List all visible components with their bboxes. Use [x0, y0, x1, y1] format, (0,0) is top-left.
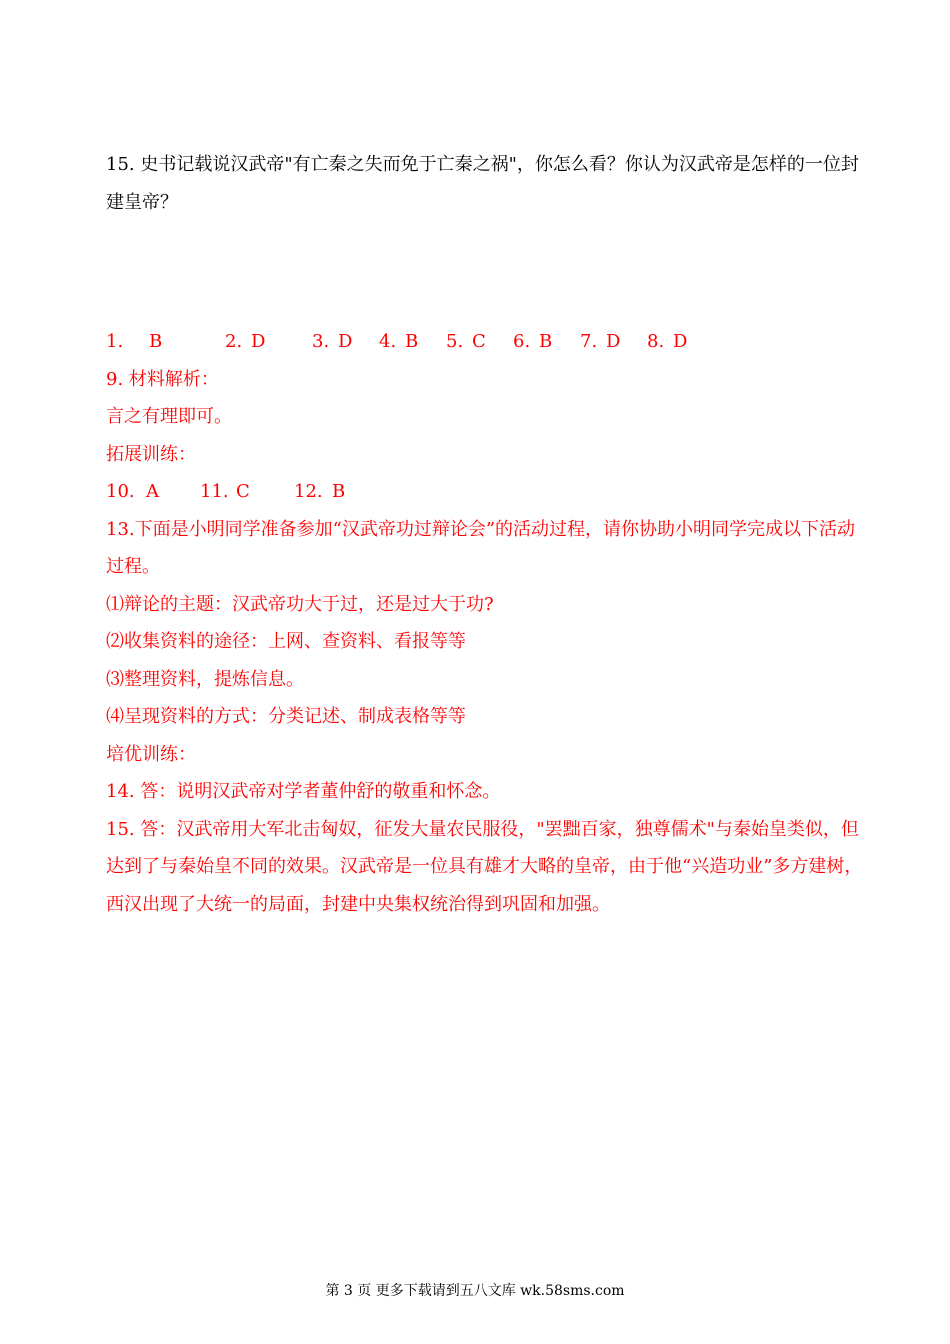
mc-answer-10-number: 10.	[106, 481, 135, 502]
page-footer: 第 3 页 更多下载请到五八文库 wk.58sms.com	[325, 1283, 625, 1299]
mc-answer-2-letter: D	[251, 331, 266, 352]
q9-answer: 言之有理即可。	[106, 406, 232, 427]
q13-item-2: ⑵收集资料的途径：上网、查资料、看报等等	[106, 631, 466, 652]
mc-answer-4-letter: B	[405, 331, 419, 352]
mc-answer-3-letter: D	[338, 331, 353, 352]
mc-answer-10-letter: A	[146, 481, 159, 502]
q9-label: 9. 材料解析：	[106, 368, 219, 390]
mc-answer-6-number: 6.	[513, 331, 531, 352]
q13-item-4: ⑷呈现资料的方式：分类记述、制成表格等等	[106, 706, 466, 727]
mc-answer-4-number: 4.	[379, 331, 397, 352]
mc-answers-row-2	[106, 473, 866, 511]
mc-answer-1-number: 1.	[106, 331, 124, 352]
q13-item-1: ⑴辩论的主题：汉武帝功大于过，还是过大于功?	[106, 593, 494, 615]
mc-answer-5-number: 5.	[446, 331, 464, 352]
mc-answer-12-number: 12.	[294, 481, 323, 502]
mc-answer-12-letter: B	[332, 481, 346, 502]
mc-answer-11-letter: C	[236, 481, 250, 502]
mc-answers-row-1	[106, 323, 866, 361]
mc-answer-7-letter: D	[606, 331, 621, 352]
mc-answer-3-number: 3.	[312, 331, 330, 352]
mc-answer-5-letter: C	[472, 331, 486, 352]
advanced-section-label: 培优训练：	[106, 743, 196, 765]
question-15	[106, 146, 866, 221]
question-15-text: 15. 史书记载说汉武帝"有亡秦之失而免于亡秦之祸"，你怎么看？你认为汉武帝是怎样的一位封建皇帝？	[106, 154, 859, 213]
mc-answer-6-letter: B	[539, 331, 553, 352]
mc-answer-11-number: 11.	[200, 481, 229, 502]
mc-answer-1-letter: B	[149, 331, 163, 352]
mc-answer-7-number: 7.	[580, 331, 598, 352]
answer-key	[106, 323, 866, 923]
mc-answer-2-number: 2.	[225, 331, 243, 352]
q14-answer: 14. 答：说明汉武帝对学者董仲舒的敬重和怀念。	[106, 781, 501, 802]
mc-answer-8-letter: D	[673, 331, 688, 352]
extension-section-label: 拓展训练：	[106, 443, 196, 465]
mc-answer-8-number: 8.	[647, 331, 665, 352]
q13-text: 13.下面是小明同学准备参加“汉武帝功过辩论会”的活动过程，请你协助小明同学完成以下活动过程。	[106, 518, 856, 577]
q13-item-3: ⑶整理资料，提炼信息。	[106, 668, 304, 690]
q15-answer: 15. 答：汉武帝用大军北击匈奴，征发大量农民服役，"罢黜百家，独尊儒术"与秦始皇类似，但达到了与秦始皇不同的效果。汉武帝是一位具有雄才大略的皇帝，由于他“兴造功业”多方建树，西汉出现了大统一的局面，封建中央集权统治得到巩固和加强。	[106, 818, 863, 915]
